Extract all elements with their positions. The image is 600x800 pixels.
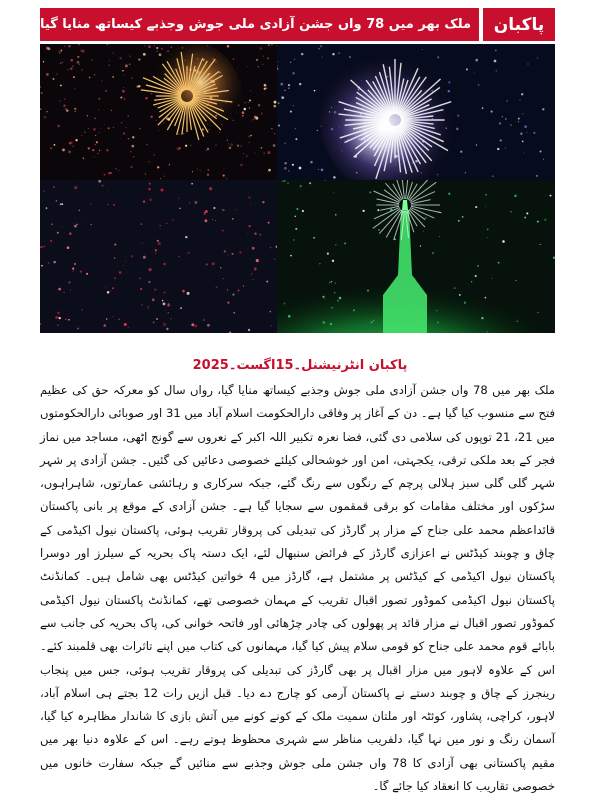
header-bar — [40, 8, 555, 41]
brand-logo: پاکبان — [483, 8, 555, 41]
article-paragraph: ملک بھر میں 78 واں جشن آزادی ملی جوش وجذبے کیساتھ منایا گیا، رواں سال کو معرکہ حق کی عظیم فتح سے منسوب کیا گیا ہے۔ دن کے آغاز پر وفاقی دارالحکومت اسلام آباد میں 31 اور صوبائی دارالحکومتوں میں 21، 21 توپوں کی سلامی دی گئی، فضا نعرہ تکبیر اللہ اکبر کے نعروں سے گونج اٹھی، مساجد میں نماز فجر کے بعد ملکی ترقی، یکجہتی، امن اور خوشحالی کیلئے خصوصی دعائیں کی گئیں۔ جشن آزادی پر شہر شہر گلی گلی سبز ہلالی پرچم کے رنگوں سے رنگ گئے، جبکہ سرکاری و رہائشی عمارتوں، شاہراہوں، سڑکوں اور مختلف مقامات کو برقی قمقموں سے سجایا گیا ہے۔ جشن آزادی کے موقع پر بانی پاکستان قائداعظم محمد علی جناح کے مزار پر گارڈز کی تبدیلی کی پروقار تقریب ہوئی، پاکستان نیول اکیڈمی کے چاق و چوبند کیڈٹس نے اعزازی گارڈز کے فرائض سنبھال لئے، ایک دستہ پاک بحریہ کے سیلرز اور دوسرا پاکستان نیول اکیڈمی کے کیڈٹس پر مشتمل ہے، گارڈز میں 4 خواتین کیڈٹس بھی شامل ہیں۔ کمانڈنٹ پاکستان نیول اکیڈمی کموڈور تصور اقبال تقریب کے مہمان خصوصی تھے، کمانڈنٹ پاکستان نیول اکیڈمی کموڈور تصور اقبال نے مزار قائد پر پھولوں کی چادر چڑھائی اور فاتحہ خوانی کی، پاک بحریہ کی جانب سے بابائے قوم محمد علی جناح کو قومی سلام پیش کیا گیا، مہمانوں کی کتاب میں اپنے تاثرات بھی قلمبند کئے۔ اس کے علاوہ لاہور میں مزار اقبال پر بھی گارڈز کی تبدیلی کی پروقار تقریب ہوئی، جس میں پنجاب رینجرز کے چاق و چوبند دستے نے پاکستان آرمی کو چارج دے دیا۔ قبل ازیں رات 12 بجتے ہی اسلام آباد، لاہور، کراچی، پشاور، کوئٹہ اور ملتان سمیت ملک کے کونے کونے میں آتش بازی کا شاندار مظاہرہ کیا گیا، آسمان رنگ و نور میں نہا گیا، دلفریب مناظر سے شہری محظوظ ہوتے رہے۔ اس کے علاوہ دنیا بھر میں مقیم پاکستانی بھی آزادی کا 78 واں جشن ملی جوش وجذبے سے منائیں گے جبکہ سفارت خانوں میں خصوصی تقاریب کا انعقاد کیا جائے گا۔ — [40, 383, 555, 794]
night-sky-lights-icon — [40, 180, 277, 333]
fireworks-white-burst-icon — [277, 44, 555, 180]
fireworks-photo-2 — [277, 44, 555, 180]
fireworks-photo-4 — [277, 180, 555, 333]
headline: ملک بھر میں 78 واں جشن آزادی ملی جوش وجذبے کیساتھ منایا گیا — [40, 8, 479, 41]
fireworks-photo-3 — [40, 180, 277, 333]
minar-green-lights-icon — [277, 180, 555, 333]
article-body — [40, 379, 555, 798]
dateline: پاکبان انٹرنیشنل۔15اگست۔2025 — [192, 358, 408, 373]
fireworks-photo-1 — [40, 44, 277, 180]
fireworks-sky-icon — [40, 44, 277, 180]
